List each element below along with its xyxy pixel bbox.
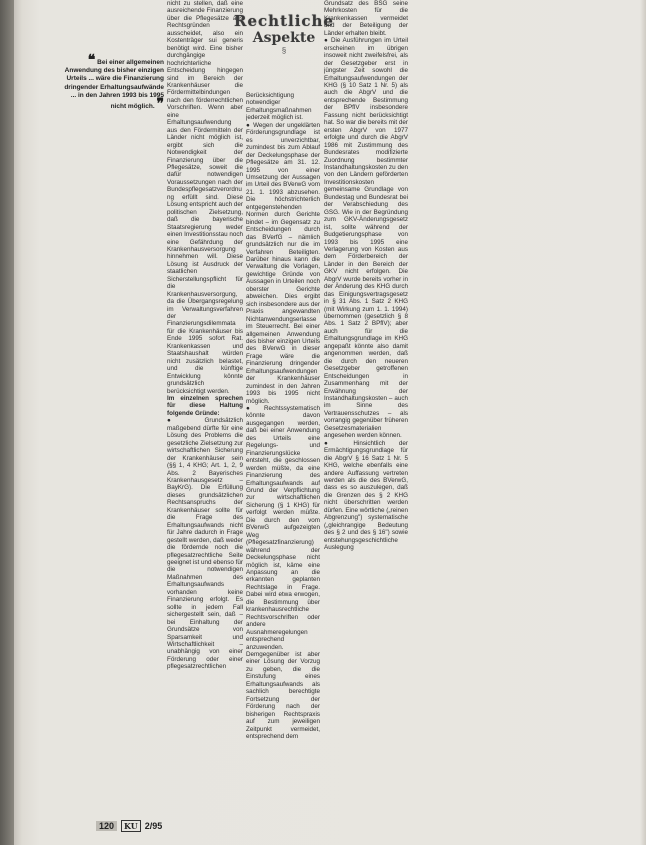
book-binding [0,0,14,845]
text-column-1: nicht zu stellen, daß eine ausreichende Finanzierung über die Pflegesätze aus Rechtsgründen ausscheidet, also ein Kostenträger sui generis benötigt wird. Eine bisher durchgängige hochrichterliche Entscheidung hingegen sind im Bereich der Krankenhäuser die Fördermittelbindungen nach den förderrechtlichen Vorschriften. Wenn aber eine Erhaltungsaufwendung aus den Fördermitteln der Länder nicht möglich ist, ergibt sich die Notwendigkeit der Finanzierung über die Pflegesätze, soweit die dafür notwendigen Voraussetzungen nach der Bundespflegesatzverordnung erfüllt sind. Diese Lösung entspricht auch der politischen Zielsetzung, daß die bayerische Staatsregierung weder einen Investitionsstau noch eine Gefährdung der Krankenhausversorgung hinnehmen will. Diese Lösung ist Ausdruck der staatlichen Sicherstellungspflicht für die Krankenhausversorgung, da die Übergangsregelung im Verwaltungsverfahren der Finanzierungsdilemmata für die Krankenhäuser bis Ende 1995 sofort Rat. Krankenkassen und Staatshaushalt würden nicht zusätzlich belastet, und die künftige Entwicklung könnte grundsätzlich berücksichtigt werden. Im einzelnen sprechen für diese Haltung folgende Gründe: ● Grundsätzlich maßgebend dürfte für eine Lösung des Problems die gesetzliche Zielsetzung zur wirtschaftlichen Sicherung der Krankenhäuser sein (§§ 1, 4 KHG; Art. 1, 2, 9 Abs. 2 Bayerisches Krankenhausgesetz – BayKrG). Die Erfüllung dieses grundsätzlichen Rechtsanspruchs der Krankenhäuser sollte für die Frage des Erhaltungsaufwands nicht für Jahre dadurch in Frage gestellt werden, daß weder die fördernde noch die pflegesatzrechtliche Seite geeignet ist und ebenso für die notwendigen Maßnahmen des Erhaltungsaufwands vorhanden keine Finanzierung erfolgt. Es sollte in jedem Fall sichergestellt sein, daß – bei Einhaltung der Grundsätze von Sparsamkeit und Wirtschaftlichkeit – unabhängig von einer Förderung oder einer pflegesatzrechtlichen [167,0,243,671]
page-number: 120 [96,821,117,831]
text-column-3: Grundsatz des BSG seine Mehrkosten für die Krankenkassen vermeidet und der Beteiligung der Länder erhalten bleibt. ● Die Ausführungen im Urteil erscheinen im übrigen insoweit nicht zweifelsfrei, als der Gesetzgeber erst in jüngster Zeit sowohl die Erhaltungsaufwendungen der KHG (§ 10 Satz 1 Nr. 5) als auch die AbgrV und die entsprechende Bestimmung der BPflV insbesondere Fassung nicht berücksichtigt hat. So war die bereits mit der ersten AbgrV von 1977 erfolgte und durch die AbgrV 1986 mit Zustimmung des Bundesrates modifizierte Zuordnung bestimmter Instandhaltungskosten zu den von den Ländern geförderten Investitionskosten gemeinsame Grundlage von Bundestag und Bundesrat bei der Verabschiedung des GSG. Wie in der Begründung zum GKV-Änderungsgesetz ist, sollte während der Budgetierungsphase von 1993 bis 1995 eine Verlagerung von Kosten aus dem Förderbereich der Länder in den Bereich der GKV nicht erfolgen. Die AbgrV wurde bereits vorher in der Änderung des KHG durch das Einigungsvertragsgesetz in § 31 Abs. 1 Satz 2 KHG (mit Wirkung zum 1. 1. 1994) übernommen (gesetzlich § 8 Abs. 1 Satz 2 BPflV); aber auch für die Erhaltungsgrundlage im KHG angepaßt könnte also damit angenommen werden, daß die durch den neueren Gesetzgeber getroffenen Entscheidungen in Zusammenhang mit der Erwähnung der Instandhaltungskosten – auch im Sinne des Vertrauensschutzes – als vorrangig gegenüber früheren Gesetzesmaterialien angesehen werden können. ● Hinsichtlich der Ermächtigungsgrundlage für die AbgrV § 16 Satz 1 Nr. 5 KHG, welche ebenfalls eine andere Auffassung vertreten werden als die des BVerwG, dass es so auszulegen, daß die Grenzen des § 2 KHG nicht überschritten werden dürfen. Eine wörtliche („reinen Abgrenzung") systematische („gleichrangige Bedeutung des § 2 und des § 16") sowie entstehungsgeschichtliche Auslegung [324,0,408,552]
col2-paragraph: Berücksichtigung notwendiger Erhaltungsmaßnahmen jederzeit möglich ist. [246,92,312,122]
col3-bullet: Hinsichtlich der Ermächtigungsgrundlage für die AbgrV § 16 Satz 1 Nr. 5 KHG, welche ebenfalls eine andere Auffassung vertreten werden als die des BVerwG, dass es so auszulegen, daß die Grenzen des § 2 KHG nicht überschritten werden dürfen. Eine wörtliche („reinen Abgrenzung") systematische („gleichrangige Bedeutung des § 2 und des § 16") sowie entstehungsgeschichtliche Auslegung [324,439,408,552]
col3-bullet: Die Ausführungen im Urteil erscheinen im übrigen insoweit nicht zweifelsfrei, als der Gesetzgeber erst in jüngster Zeit sowohl die Erhaltungsaufwendungen der KHG (§ 10 Satz 1 Nr. 5) als auch die AbgrV und die entsprechende Bestimmung der BPflV insbesondere Fassung nicht berücksichtigt hat. So war die bereits mit der ersten AbgrV von 1977 erfolgte und durch die AbgrV 1986 mit Zustimmung des Bundesrates modifizierte Zuordnung bestimmter Instandhaltungskosten zu den von den Ländern geförderten Investitionskosten gemeinsame Grundlage von Bundestag und Bundesrat bei der Verabschiedung des GSG. Wie in der Begründung zum GKV-Änderungsgesetz ist, sollte während der Budgetierungsphase von 1993 bis 1995 eine Verlagerung von Kosten aus dem Förderbereich der Länder in den Bereich der GKV nicht erfolgen. Die AbgrV wurde bereits vorher in der Änderung des KHG durch das Einigungsvertragsgesetz in § 31 Abs. 1 Satz 2 KHG (mit Wirkung zum 1. 1. 1994) übernommen (gesetzlich § 8 Abs. 1 Satz 2 BPflV); aber auch für die Erhaltungsgrundlage im KHG angepaßt könnte also damit angenommen werden, daß die durch den neueren Gesetzgeber getroffenen Entscheidungen in Zusammenhang mit der Erwähnung der Instandhaltungskosten – auch im Sinne des Vertrauensschutzes – als vorrangig gegenüber früheren Gesetzesmaterialien angesehen werden können. [324,37,408,440]
pull-quote-text: Bei einer allgemeinen Anwendung des bisher einzigen Urteils ... wäre die Finanzierung dringender Erhaltungsaufwände ... in den Jahren 1993 bis 1995 nicht möglich. [64,59,164,111]
logo-line-2: Aspekte [252,30,316,46]
close-quote-mark: ❞ [156,96,164,113]
pull-quote [60,52,164,113]
col3-paragraph: Grundsatz des BSG seine Mehrkosten für die Krankenkassen vermeidet und der Beteiligung der Länder erhalten bleibt. [324,0,408,37]
text-column-2: Berücksichtigung notwendiger Erhaltungsmaßnahmen jederzeit möglich ist. ● Wegen der ungeklärten Förderungsgrundlage ist es unverzichtbar, zumindest bis zum Ablauf der Deckelungsphase der Pflegesätze am 31. 12. 1995 von einer Umsetzung der Aussagen im Urteil des BVerwG vom 21. 1. 1993 abzusehen. Die höchstrichterlich entgegenstehenden Normen durch Gerichte bindet – im Gegensatz zu Entscheidungen durch das BVerfG – nämlich grundsätzlich nur die im Verfahren Beteiligten. Darüber hinaus kann die Verwaltung die Vorlagen, gewichtige Gründe von Aussagen in Urteilen noch oberster Gerichte abweichen. Dies ergibt sich insbesondere aus der Praxis angewandten Nichtanwendungserlasse im Steuerrecht. Bei einer allgemeinen Anwendung des bisher einzigen Urteils des BVerwG in dieser Frage wäre die Finanzierung dringender Erhaltungsaufwendungen der Krankenhäuser zumindest in den Jahren 1993 bis 1995 nicht möglich. ● Rechtssystematisch könnte davon ausgegangen werden, daß bei einer Anwendung des Urteils eine Regelungs- und Finanzierungslücke entsteht, die geschlossen werden müßte, da eine Finanzierung des Erhaltungsaufwands auf Grund der Verpflichtung zur wirtschaftlichen Sicherung (§ 1 KHG) für verfolgt werden müßte. Die durch den vom BVerwG aufgezeigten Weg (Pflegesatzfinanzierung) während der Deckelungsphase nicht möglich ist, käme eine Anpassung an die erkannten geplanten Rechtslage in Frage. Dabei wird etwa erwogen, die Bestimmung über krankenhausrechtliche Rechtsvorschriften oder andere Ausnahmeregelungen entsprechend anzuwenden. Demgegenüber ist aber einer Lösung der Vorzug zu geben, die die Einstufung eines Erhaltungsaufwands als sachlich berechtigte Fortsetzung der Förderung nach der bisherigen Rechtspraxis auf zum jeweiligen Zeitpunkt vermeidet, entsprechend dem [246,92,320,740]
issue-number: 2/95 [144,821,163,831]
page-edge-shadow [640,0,646,845]
open-quote-mark: ❝ [87,52,96,68]
col2-bullet: Rechtssystematisch könnte davon ausgegangen werden, daß bei einer Anwendung des Urteils eine Regelungs- und Finanzierungslücke entsteht, die geschlossen werden müßte, da eine Finanzierung des Erhaltungsaufwands auf Grund der Verpflichtung zur wirtschaftlichen Sicherung (§ 1 KHG) für verfolgt werden müßte. Die durch den vom BVerwG aufgezeigten Weg (Pflegesatzfinanzierung) während der Deckelungsphase nicht möglich ist, käme eine Anpassung an die erkannten geplanten Rechtslage in Frage. Dabei wird etwa erwogen, die Bestimmung über krankenhausrechtliche Rechtsvorschriften oder andere Ausnahmeregelungen entsprechend anzuwenden. Demgegenüber ist aber einer Lösung der Vorzug zu geben, die die Einstufung eines Erhaltungsaufwands als sachlich berechtigte Fortsetzung der Förderung nach der bisherigen Rechtspraxis auf zum jeweiligen Zeitpunkt vermeidet, entsprechend dem [246,405,320,740]
logo-line-1: Rechtliche [234,12,334,30]
magazine-logo: KU [121,820,141,832]
col1-bullet: Grundsätzlich maßgebend dürfte für eine Lösung des Problems die gesetzliche Zielsetzung zur wirtschaftlichen Sicherung der Krankenhäuser sein (§§ 1, 4 KHG; Art. 1, 2, 9 Abs. 2 Bayerisches Krankenhausgesetz – BayKrG). Die Erfüllung dieses grundsätzlichen Rechtsanspruchs der Krankenhäuser sollte für die Frage des Erhaltungsaufwands nicht für Jahre dadurch in Frage gestellt werden, daß weder die fördernde noch die pflegesatzrechtliche Seite geeignet ist und ebenso für die notwendigen Maßnahmen des Erhaltungsaufwands vorhanden keine Finanzierung erfolgt. Es sollte in jedem Fall sichergestellt sein, daß – bei Einhaltung der Grundsätze von Sparsamkeit und Wirtschaftlichkeit – unabhängig von einer Förderung oder einer pflegesatzrechtlichen [167,417,243,671]
section-logo [234,12,334,78]
col1-paragraph: nicht zu stellen, daß eine ausreichende Finanzierung über die Pflegesätze aus Rechtsgründen ausscheidet, also ein Kostenträger sui generis benötigt wird. Eine bisher durchgängige hochrichterliche Entscheidung hingegen sind im Bereich der Krankenhäuser die Fördermittelbindungen nach den förderrechtlichen Vorschriften. Wenn aber eine Erhaltungsaufwendung aus den Fördermitteln der Länder nicht möglich ist, ergibt sich die Notwendigkeit der Finanzierung über die Pflegesätze, soweit die dafür notwendigen Voraussetzungen nach der Bundespflegesatzverordnung erfüllt sind. Diese Lösung entspricht auch der politischen Zielsetzung, daß die bayerische Staatsregierung weder einen Investitionsstau noch eine Gefährdung der Krankenhausversorgung hinnehmen will. Diese Lösung ist Ausdruck der staatlichen Sicherstellungspflicht für die Krankenhausversorgung, da die Übergangsregelung im Verwaltungsverfahren der Finanzierungsdilemmata für die Krankenhäuser bis Ende 1995 sofort Rat. Krankenkassen und Staatshaushalt würden nicht zusätzlich belastet, und die künftige Entwicklung könnte grundsätzlich berücksichtigt werden. [167,0,243,395]
col1-bold-lead: Im einzelnen sprechen für diese Haltung folgende Gründe: [167,395,243,417]
page-footer [96,819,216,833]
section-sign-icon: § [281,46,287,55]
col2-bullet: Wegen der ungeklärten Förderungsgrundlage ist es unverzichtbar, zumindest bis zum Ablauf der Deckelungsphase der Pflegesätze am 31. 12. 1995 von einer Umsetzung der Aussagen im Urteil des BVerwG vom 21. 1. 1993 abzusehen. Die höchstrichterlich entgegenstehenden Normen durch Gerichte bindet – im Gegensatz zu Entscheidungen durch das BVerfG – nämlich grundsätzlich nur die im Verfahren Beteiligten. Darüber hinaus kann die Verwaltung die Vorlagen, gewichtige Gründe von Aussagen in Urteilen noch oberster Gerichte abweichen. Dies ergibt sich insbesondere aus der Praxis angewandten Nichtanwendungserlasse im Steuerrecht. Bei einer allgemeinen Anwendung des bisher einzigen Urteils des BVerwG in dieser Frage wäre die Finanzierung dringender Erhaltungsaufwendungen der Krankenhäuser zumindest in den Jahren 1993 bis 1995 nicht möglich. [246,121,320,405]
